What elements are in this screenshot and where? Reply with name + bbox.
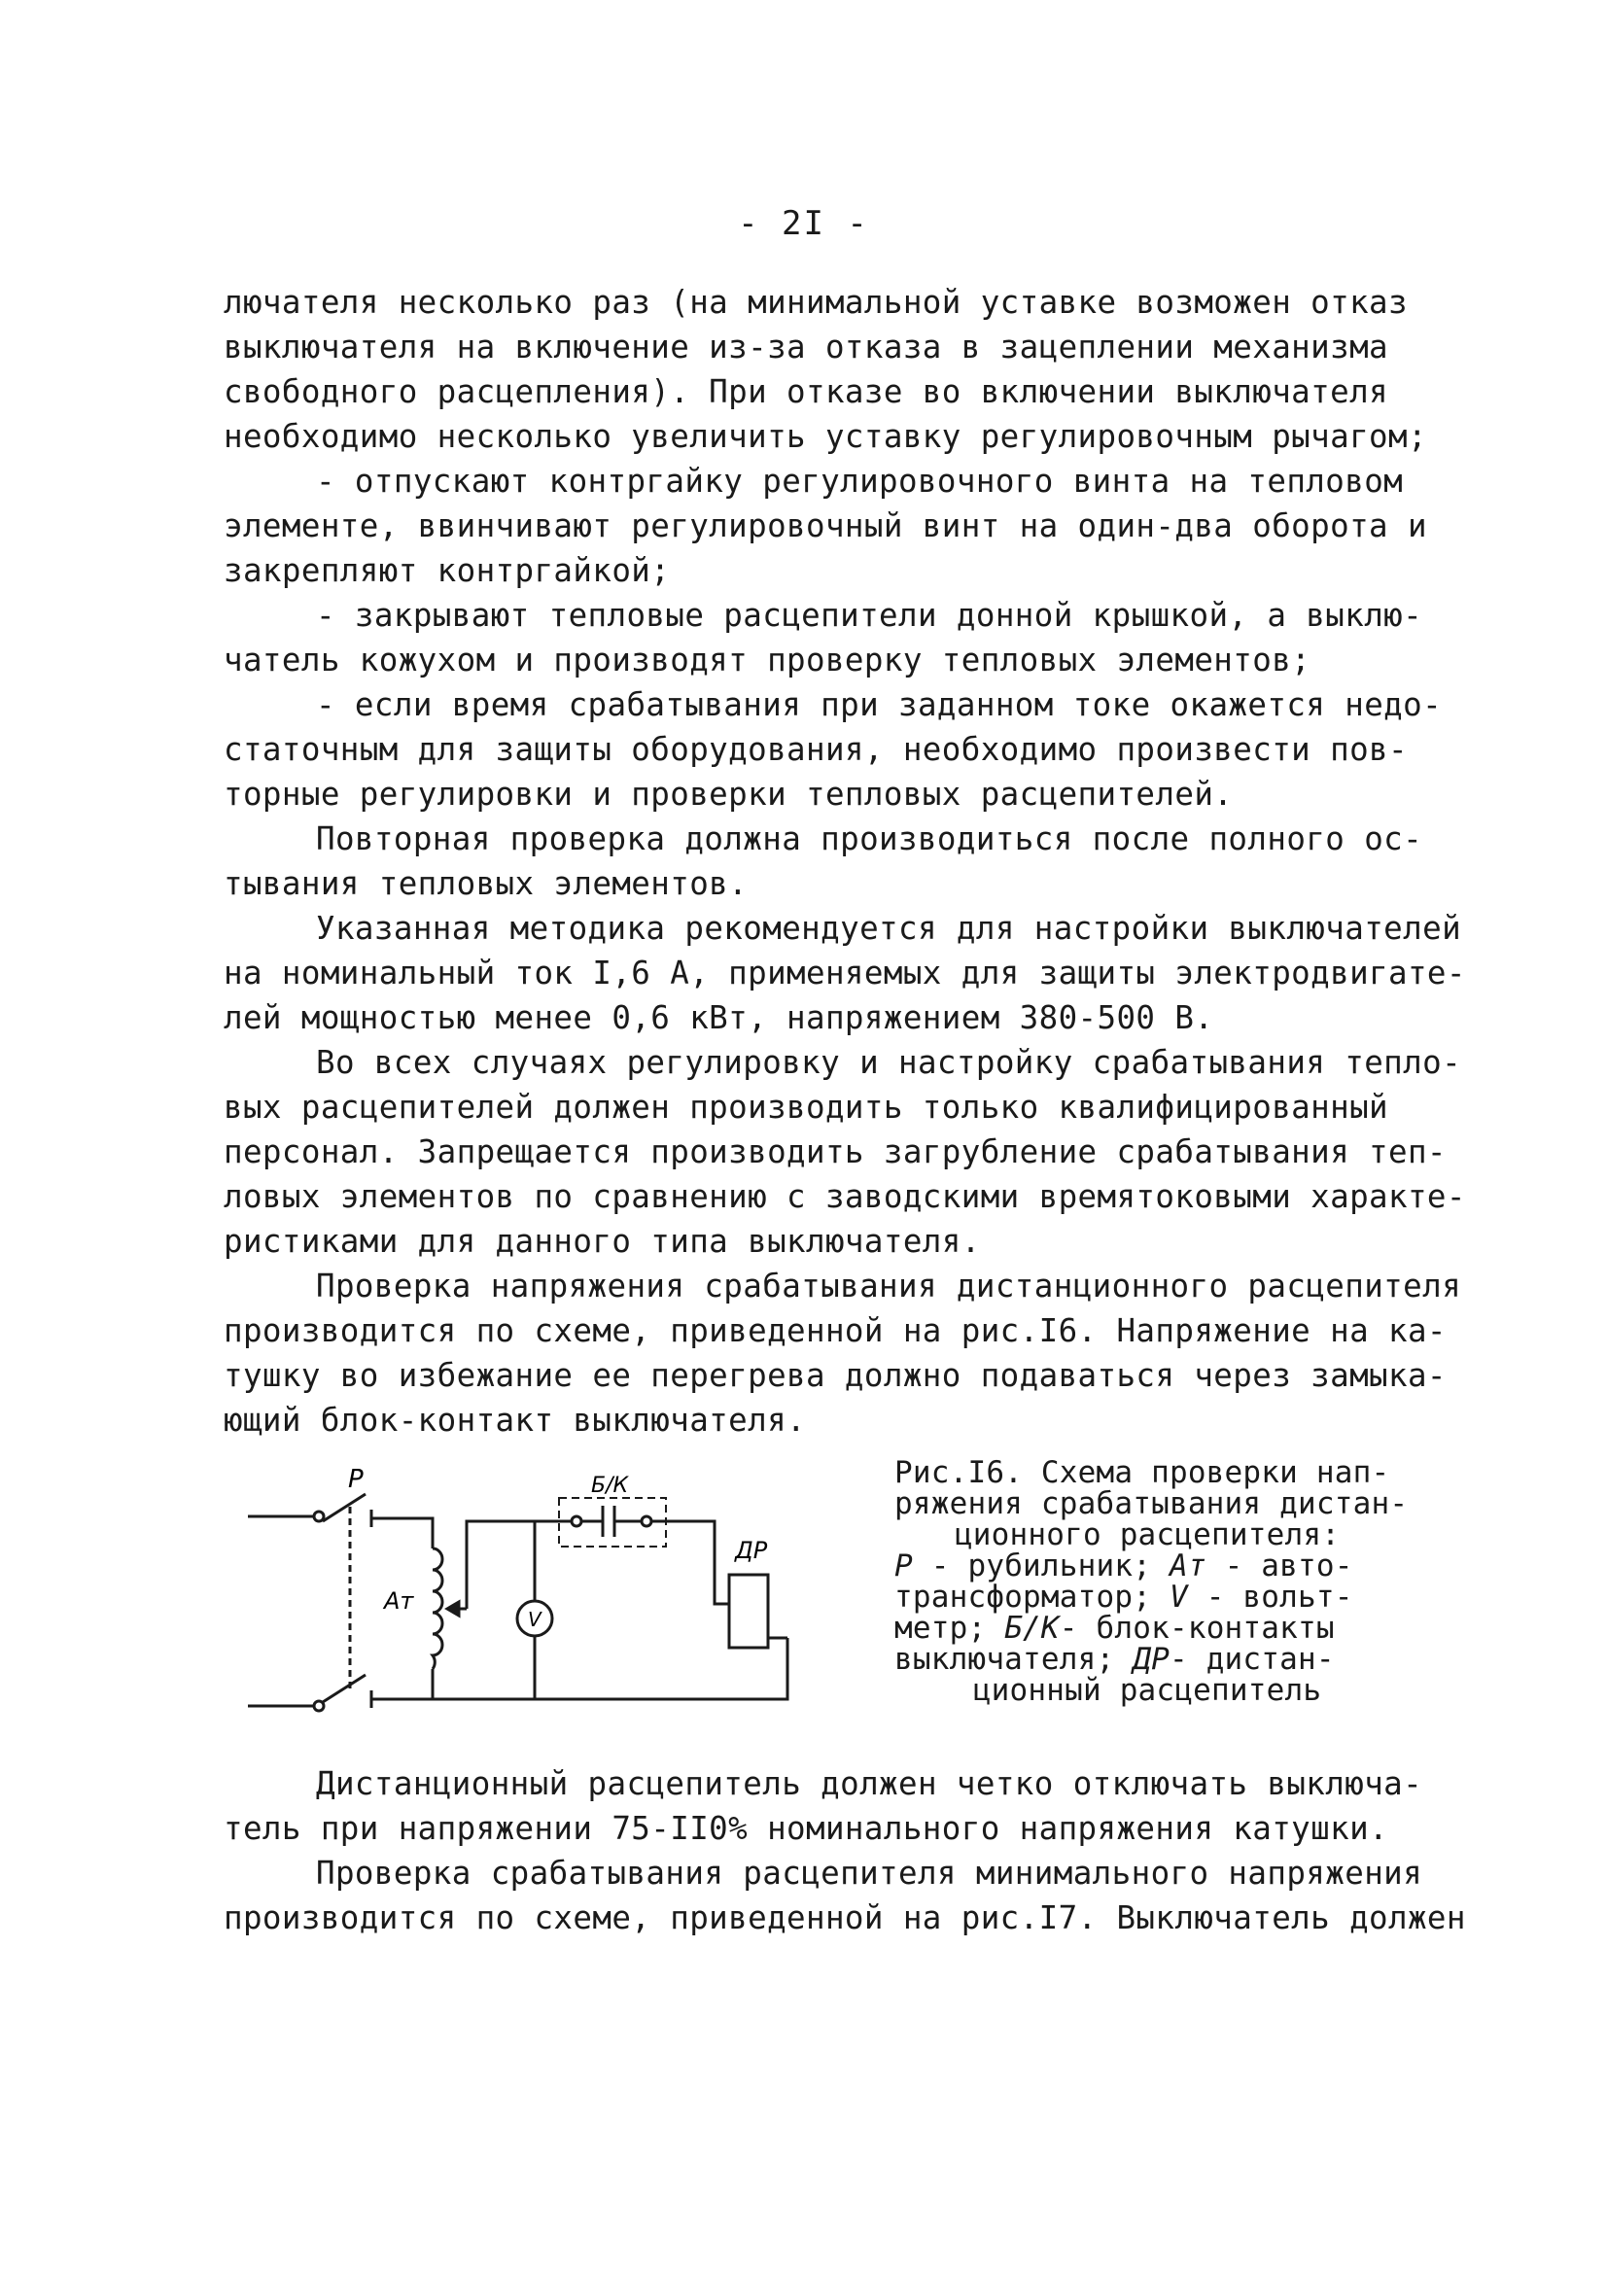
bk-contact-left [572, 1516, 581, 1526]
text-line: Указанная методика рекомендуется для настройки выключателей [316, 910, 1462, 947]
text-line: Проверка напряжения срабатывания дистанционного расцепителя [316, 1268, 1462, 1305]
text-line: закрепляют контргайкой; [224, 552, 671, 589]
wiper-arrow [447, 1602, 459, 1616]
switch-blade-top [323, 1494, 366, 1521]
text-line: ристиками для данного типа выключателя. [224, 1223, 981, 1260]
text-line: необходимо несколько увеличить уставку регулировочным рычагом; [224, 418, 1427, 455]
label-switch: Р [348, 1465, 364, 1494]
text-line: Дистанционный расцепитель должен четко отключать выключа- [316, 1765, 1423, 1802]
wiper-output [467, 1521, 535, 1609]
text-line: Во всех случаях регулировку и настройку срабатывания тепло- [316, 1044, 1462, 1081]
figure-caption [894, 1455, 1439, 1708]
text-line: производится по схеме, приведенной на рис.I7. Выключатель должен [224, 1899, 1466, 1936]
label-remote-release: ДР [735, 1537, 768, 1564]
caption-line: Р - рубильник; Ат - авто- [894, 1548, 1353, 1583]
label-block-contact: Б/К [591, 1474, 629, 1498]
caption-line: метр; Б/К- блок-контакты [894, 1611, 1335, 1646]
caption-line: трансформатор; V - вольт- [894, 1580, 1353, 1615]
text-line: тель при напряжении 75-II0% номинального напряжения катушки. [224, 1810, 1388, 1847]
dr-wire-top [651, 1521, 729, 1604]
switch-blade-bottom [323, 1675, 366, 1702]
body-text [224, 280, 1466, 1443]
text-line: - закрывают тепловые расцепители донной крышкой, а выклю- [316, 597, 1423, 634]
autotransformer-coil [433, 1548, 442, 1669]
text-line: лей мощностью менее 0,6 кВт, напряжением 380-500 В. [224, 999, 1214, 1036]
circuit-diagram [243, 1463, 807, 1725]
terminal-circle [314, 1701, 324, 1711]
text-line: Проверка срабатывания расцепителя минимального напряжения [316, 1855, 1423, 1892]
terminal-circle [314, 1512, 324, 1521]
bk-contact-right [642, 1516, 651, 1526]
caption-line: ционного расцепителя: [954, 1517, 1341, 1552]
text-line: Повторная проверка должна производиться после полного ос- [316, 820, 1423, 857]
text-line: элементе, ввинчивают регулировочный винт на один-два оборота и [224, 507, 1427, 544]
caption-line: ционный расцепитель [972, 1673, 1322, 1708]
text-line: лючателя несколько раз (на минимальной уставке возможен отказ [224, 284, 1408, 321]
label-voltmeter: V [528, 1608, 541, 1631]
text-line: тушку во избежание ее перегрева должно подаваться через замыка- [224, 1357, 1447, 1394]
text-line: тывания тепловых элементов. [224, 865, 749, 902]
text-line: выключателя на включение из-за отказа в зацеплении механизма [224, 329, 1388, 365]
text-line: персонал. Запрещается производить загрубление срабатывания теп- [224, 1133, 1447, 1170]
text-line: - отпускают контргайку регулировочного винта на тепловом [316, 463, 1404, 500]
text-line: чатель кожухом и производят проверку тепловых элементов; [224, 642, 1311, 678]
text-line: торные регулировки и проверки тепловых расцепителей. [224, 776, 1234, 813]
text-line: ловых элементов по сравнению с заводскими времятоковыми характе- [224, 1178, 1466, 1215]
caption-line: выключателя; ДР- дистан- [894, 1642, 1335, 1677]
text-line: на номинальный ток I,6 А, применяемых для защиты электродвигате- [224, 955, 1466, 991]
caption-line: Рис.I6. Схема проверки нап- [894, 1455, 1390, 1490]
lower-text [224, 1761, 1466, 1940]
text-line: ющий блок-контакт выключателя. [224, 1402, 806, 1439]
dr-coil [729, 1575, 768, 1648]
rail-top [371, 1518, 433, 1548]
text-line: - если время срабатывания при заданном токе окажется недо- [316, 686, 1443, 723]
rail-bottom [371, 1669, 433, 1699]
page-number: - 2I - [738, 204, 869, 243]
text-line: вых расцепителей должен производить только квалифицированный [224, 1089, 1388, 1126]
text-line: свободного расцепления). При отказе во включении выключателя [224, 373, 1388, 410]
caption-line: ряжения срабатывания дистан- [894, 1486, 1409, 1521]
text-line: статочным для защиты оборудования, необходимо произвести пов- [224, 731, 1408, 768]
text-line: производится по схеме, приведенной на рис.I6. Напряжение на ка- [224, 1312, 1447, 1349]
label-autotransformer: Ат [384, 1587, 414, 1615]
